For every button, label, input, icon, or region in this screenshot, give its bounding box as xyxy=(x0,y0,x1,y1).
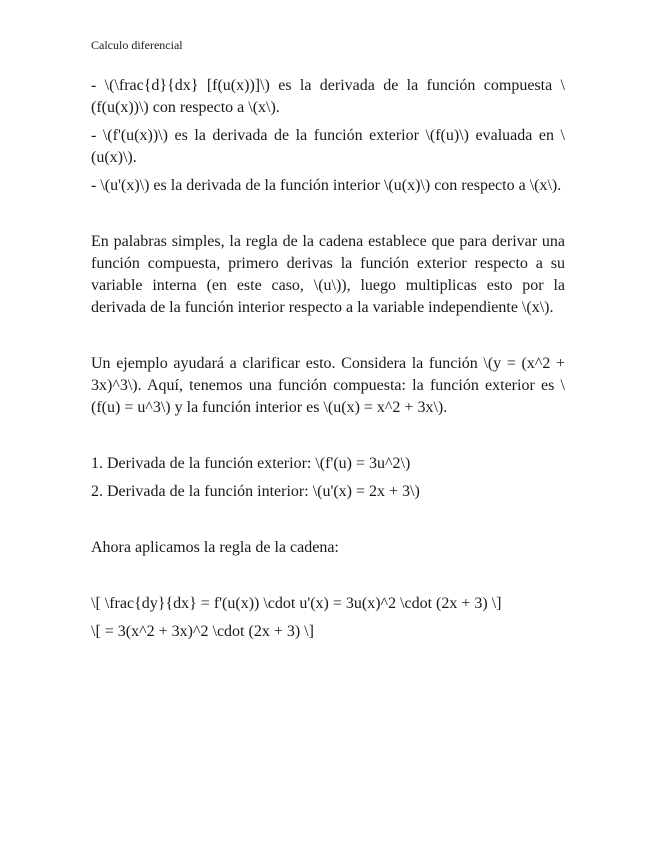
formula-line: \[ = 3(x^2 + 3x)^2 \cdot (2x + 3) \] xyxy=(91,623,314,640)
step-item: 2. Derivada de la función interior: \(u'(x) = 2x + 3\) xyxy=(91,483,420,500)
definition-item: - \(f'(u(x))\) es la derivada de la función exterior \(f(u)\) evaluada en \(u(x)\). xyxy=(91,127,565,166)
formula-line: \[ \frac{dy}{dx} = f'(u(x)) \cdot u'(x) = 3u(x)^2 \cdot (2x + 3) \] xyxy=(91,595,502,612)
definition-item: - \(u'(x)\) es la derivada de la función interior \(u(x)\) con respecto a \(x\). xyxy=(91,177,562,194)
step-item: 1. Derivada de la función exterior: \(f'(u) = 3u^2\) xyxy=(91,455,411,472)
explanation-paragraph: En palabras simples, la regla de la cadena establece que para derivar una función compuesta, primero derivas la función exterior respecto a su variable interna (en este caso, \(u\)), luego multiplicas esto por la derivada de la función interior respecto a la variable independiente \(x\). xyxy=(91,233,565,316)
definition-item: - \(\frac{d}{dx} [f(u(x))]\) es la derivada de la función compuesta \(f(u(x))\) con respecto a \(x\). xyxy=(91,77,565,116)
apply-text: Ahora aplicamos la regla de la cadena: xyxy=(91,539,339,556)
running-header: Calculo diferencial xyxy=(91,38,183,52)
example-paragraph: Un ejemplo ayudará a clarificar esto. Considera la función \(y = (x^2 + 3x)^3\). Aquí, tenemos una función compuesta: la función exterior es \(f(u) = u^3\) y la función interior es \(u(x) = x^2 + 3x\). xyxy=(91,355,565,416)
document-body xyxy=(91,75,565,643)
